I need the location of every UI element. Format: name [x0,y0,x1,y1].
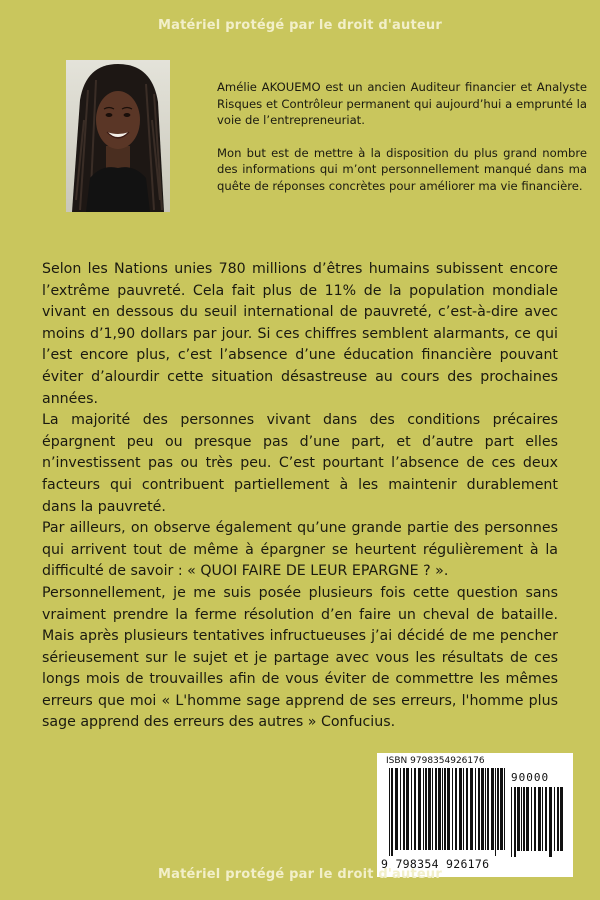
barcode-bar [491,768,494,850]
barcode-bar [444,768,446,850]
barcode-bar [389,768,390,856]
barcode-bar [497,768,499,850]
barcode-bar [560,787,563,851]
body-paragraph-1: Selon les Nations unies 780 millions d’êtres humains subissent encore l’extrême pauvreté. Cela fait plus de 11% de la population mondiale vivant en dessous du seuil international de pauvreté, c’est-à-dire avec moins d’1,90 dollars par jour. Si ces chiffres semblent alarmants, ce qui l’est encore plus, c’est l’absence d’une éducation financière pouvant éviter d’alourdir cette situation désastreuse au cours des prochaines années. [42,261,558,407]
barcode-bar [531,787,532,851]
barcode-bar [395,768,398,850]
copyright-watermark-top: Matériel protégé par le droit d'auteur [157,18,442,33]
barcode-bar [470,768,473,850]
barcode-bar [432,768,433,850]
barcode-bar [463,768,464,850]
barcode-bar [521,787,522,851]
back-cover-text [42,259,558,734]
barcode-bar [438,768,441,850]
barcode-bar [391,768,393,856]
price-code: 90000 [511,771,550,784]
barcode-bar [517,787,520,851]
barcode-bar [459,768,462,850]
barcode-bar [549,787,552,857]
barcode-bar [557,787,559,851]
author-bio-paragraph-1: Amélie AKOUEMO est un ancien Auditeur financier et Analyste Risques et Contrôleur permanent qui aujourd’hui a emprunté la voie de l’entrepreneuriat. [217,80,587,127]
body-paragraph-4: Personnellement, je me suis posée plusieurs fois cette question sans vraiment prendre la ferme résolution d’en faire un cheval de bataille. Mais après plusieurs tentatives infructueuses j’ai décidé de me pencher sérieusement sur le sujet et je partage avec vous les résultats de ces longs mois de trouvailles afin de vous éviter de commettre les mêmes erreurs que moi « L'homme sage apprend de ses erreurs, l'homme plus sage apprend des erreurs des autres » Confucius. [42,584,558,731]
barcode-bar [511,787,512,857]
barcode-bar [466,768,468,850]
barcode-bar [514,787,516,857]
author-photo [66,60,170,212]
barcode-bar [523,787,525,851]
barcode-bar [542,787,543,851]
barcode-bar [423,768,424,850]
barcode-bar [425,768,427,850]
isbn-barcode [377,753,573,877]
barcode-bar [452,768,453,850]
isbn-label: ISBN 9798354926176 [386,756,485,766]
barcode-bar [487,768,489,850]
barcode-bar [485,768,486,850]
barcode-bar [478,768,480,850]
barcode-bar [500,768,503,850]
barcode-bar [504,768,505,850]
barcode-bar [495,768,496,856]
barcode-bar [418,768,421,850]
barcode-bars [389,768,507,858]
barcode-bar [442,768,443,850]
copyright-watermark-bottom: Matériel protégé par le droit d'auteur [157,867,442,882]
barcode-bar [534,787,536,851]
barcode-bar [400,768,401,850]
barcode-bar [403,768,405,850]
barcode-bar [414,768,416,850]
barcode-bar [411,768,412,850]
author-bio [217,79,587,210]
body-paragraph-2: La majorité des personnes vivant dans des conditions précaires épargnent peu ou presque pas d’une part, et d’autre part elles n’investissent pas ou très peu. C’est pourtant l’absence de ces deux facteurs qui contribuent partiellement à les maintenir durablement dans la pauvreté. [42,412,558,515]
barcode-bar [428,768,431,850]
barcode-addon-bars [511,787,563,859]
barcode-bar [481,768,484,850]
barcode-bar [538,787,541,851]
barcode-bar [435,768,437,850]
author-bio-paragraph-2: Mon but est de mettre à la disposition du plus grand nombre des informations qui m’ont personnellement manqué dans ma quête de réponses concrètes pour améliorer ma vie financière. [217,145,587,193]
barcode-bar [526,787,529,851]
barcode-bar [406,768,409,850]
barcode-bar [554,787,555,851]
barcode-bar [447,768,450,850]
barcode-digits: 9 798354 926176 [381,857,490,871]
barcode-bar [455,768,457,850]
body-paragraph-3: Par ailleurs, on observe également qu’une grande partie des personnes qui arrivent tout de même à épargner se heurtent régulièrement à la difficulté de savoir : « QUOI FAIRE DE LEUR EPARGNE ? ». [42,520,558,580]
barcode-bar [545,787,547,851]
barcode-bar [475,768,476,850]
